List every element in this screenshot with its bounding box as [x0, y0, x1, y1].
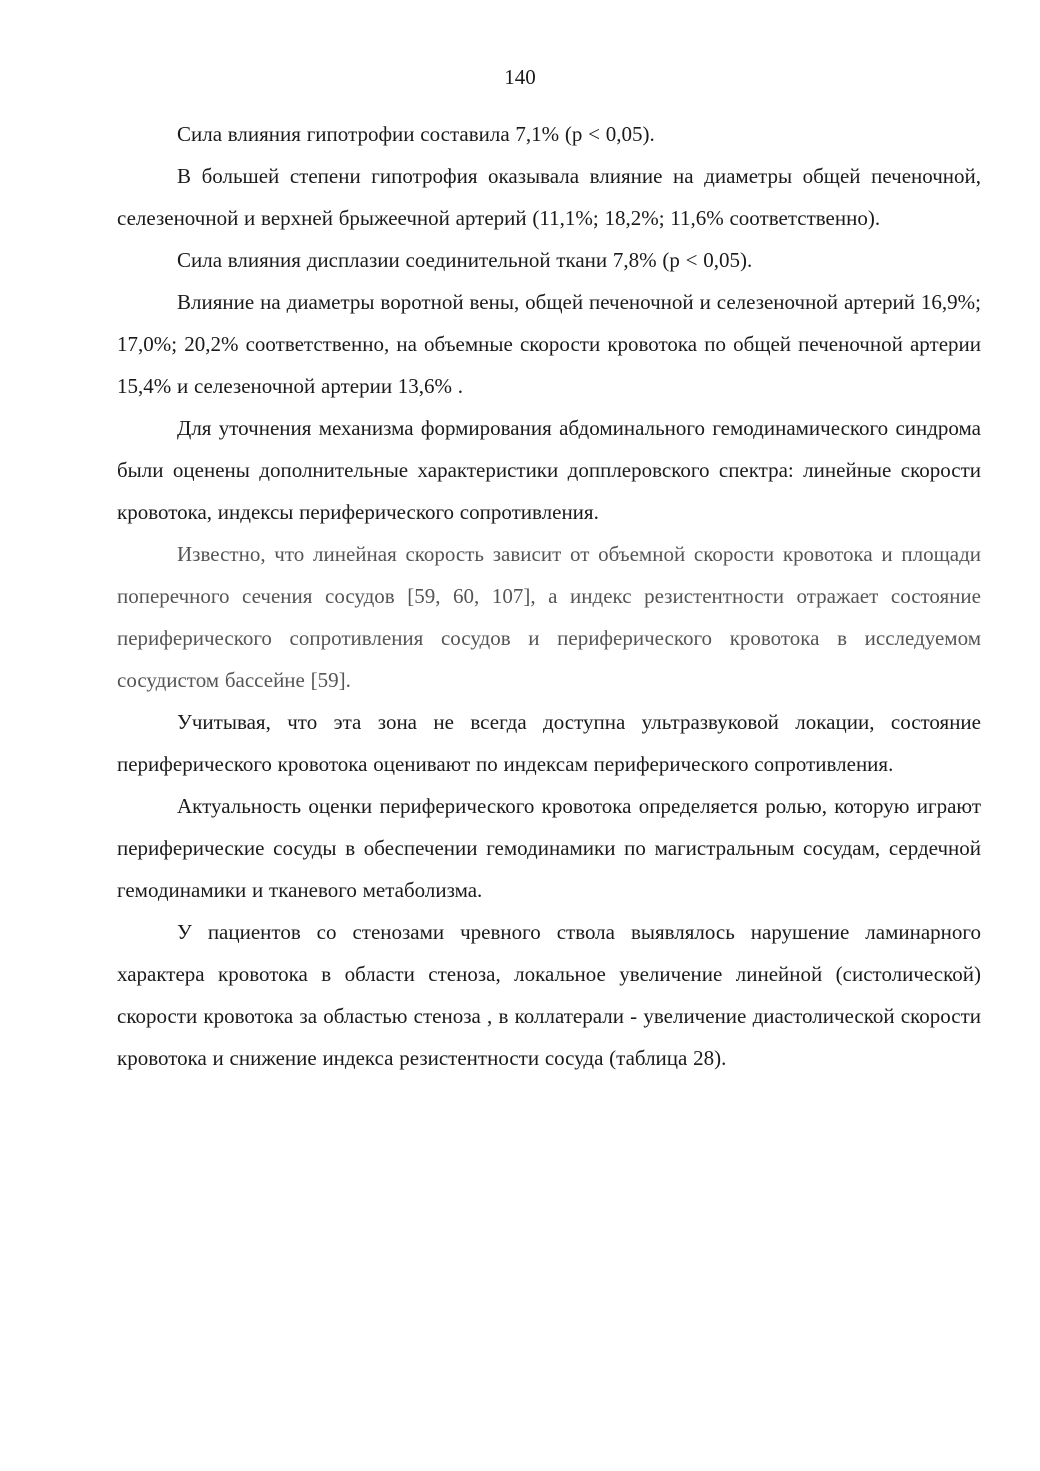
- paragraph-hypotrophy-effect: Сила влияния гипотрофии составила 7,1% (р < 0,05).: [177, 122, 655, 146]
- page-number: 140: [504, 65, 536, 89]
- paragraph-stenosis-findings: У пациентов со стенозами чревного ствола выявлялось нарушение ламинарного характера кровотока в области стеноза, локальное увеличение линейной (систолической) скорости кровотока за областью стеноза , в коллатерали - увеличение диастолической скорости кровотока и снижение индекса резистентности сосуда (таблица 28).: [117, 920, 981, 1070]
- paragraph-linear-velocity: Известно, что линейная скорость зависит от объемной скорости кровотока и площади поперечного сечения сосудов [59, 60, 107], а индекс резистентности отражает состояние периферического сопротивления сосудов и периферического кровотока в исследуемом сосудистом бассейне [59].: [117, 542, 981, 692]
- paragraph-hypotrophy-diameters: В большей степени гипотрофия оказывала влияние на диаметры общей печеночной, селезеночной и верхней брыжеечной артерий (11,1%; 18,2%; 11,6% соответственно).: [117, 164, 981, 230]
- paragraph-relevance: Актуальность оценки периферического кровотока определяется ролью, которую играют периферические сосуды в обеспечении гемодинамики по магистральным сосудам, сердечной гемодинамики и тканевого метаболизма.: [117, 794, 981, 902]
- paragraph-doppler-characteristics: Для уточнения механизма формирования абдоминального гемодинамического синдрома были оценены дополнительные характеристики допплеровского спектра: линейные скорости кровотока, индексы периферического сопротивления.: [117, 416, 981, 524]
- paragraph-dysplasia-diameters: Влияние на диаметры воротной вены, общей печеночной и селезеночной артерий 16,9%; 17,0%; 20,2% соответственно, на объемные скорости кровотока по общей печеночной артерии 15,4% и селезеночной артерии 13,6% .: [117, 290, 981, 398]
- document-body: [117, 113, 981, 1079]
- paragraph-peripheral-flow: Учитывая, что эта зона не всегда доступна ультразвуковой локации, состояние периферического кровотока оценивают по индексам периферического сопротивления.: [117, 710, 981, 776]
- paragraph-dysplasia-effect: Сила влияния дисплазии соединительной ткани 7,8% (р < 0,05).: [177, 248, 753, 272]
